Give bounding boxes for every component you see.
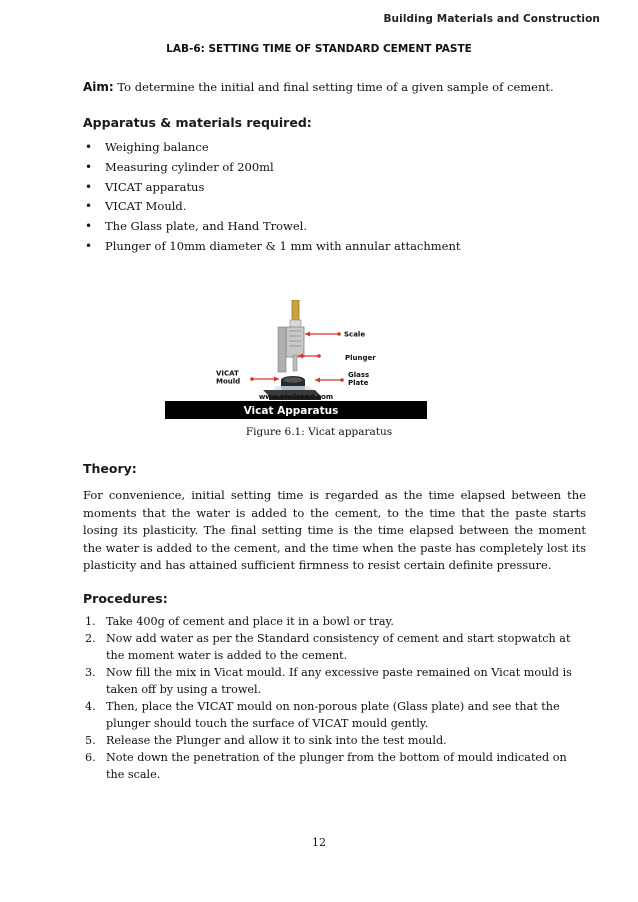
label-plate: Plate	[348, 379, 369, 387]
procedures-heading: Procedures:	[83, 591, 168, 606]
list-item: • The Glass plate, and Hand Trowel.	[83, 217, 461, 237]
vicat-apparatus-figure	[165, 300, 427, 420]
aim-paragraph	[83, 80, 554, 94]
list-item: • Weighing balance	[83, 138, 461, 158]
plunger-rod	[292, 300, 299, 322]
running-header: Building Materials and Construction	[383, 13, 600, 25]
list-item: • Measuring cylinder of 200ml	[83, 158, 461, 178]
aim-label: Aim:	[83, 80, 114, 94]
page-number: 12	[312, 836, 326, 849]
apparatus-list	[83, 138, 461, 257]
label-scale: Scale	[344, 330, 366, 339]
figure-caption: Figure 6.1: Vicat apparatus	[245, 426, 393, 438]
label-vicat: VICAT	[216, 369, 239, 378]
list-item: • VICAT apparatus	[83, 178, 461, 198]
scale-body	[286, 327, 304, 357]
label-glass: Glass	[348, 371, 370, 379]
label-plunger: Plunger	[345, 354, 376, 362]
list-item: 4. Then, place the VICAT mould on non-porous plate (Glass plate) and see that the plunger should touch the surface of VICAT mould gently.	[85, 700, 560, 730]
label-mould: Mould	[216, 377, 241, 386]
theory-heading: Theory:	[83, 461, 137, 476]
list-item: 2. Now add water as per the Standard consistency of cement and start stopwatch at the moment water is added to the cement.	[85, 632, 571, 662]
page-title: LAB-6: SETTING TIME OF STANDARD CEMENT PASTE	[166, 43, 472, 55]
procedures-list	[83, 613, 583, 783]
aim-text: To determine the initial and final setting time of a given sample of cement.	[117, 80, 554, 94]
apparatus-heading: Apparatus & materials required:	[83, 115, 312, 130]
list-item: 5. Release the Plunger and allow it to sink into the test mould.	[85, 734, 447, 747]
list-item: 1. Take 400g of cement and place it in a bowl or tray.	[85, 615, 394, 628]
list-item: • VICAT Mould.	[83, 197, 461, 217]
list-item: 6. Note down the penetration of the plunger from the bottom of mould indicated on the scale.	[85, 751, 567, 781]
website-label: www.civilread.com	[258, 393, 334, 401]
theory-paragraph: For convenience, initial setting time is regarded as the time elapsed between the moments that the water is added to the cement, to the time that the paste starts losing its plasticity. The final setting time is the time elapsed between the moment the water is added to the cement, and the time when the paste has completely lost its plasticity and has attained sufficient firmness to resist certain definite pressure.	[83, 488, 586, 572]
glass-plate	[273, 386, 313, 390]
figure-banner-text: Vicat Apparatus	[243, 405, 339, 417]
list-item: • Plunger of 10mm diameter & 1 mm with annular attachment	[83, 237, 461, 257]
list-item: 3. Now fill the mix in Vicat mould. If any excessive paste remained on Vicat mould is taken off by using a trowel.	[85, 666, 572, 696]
